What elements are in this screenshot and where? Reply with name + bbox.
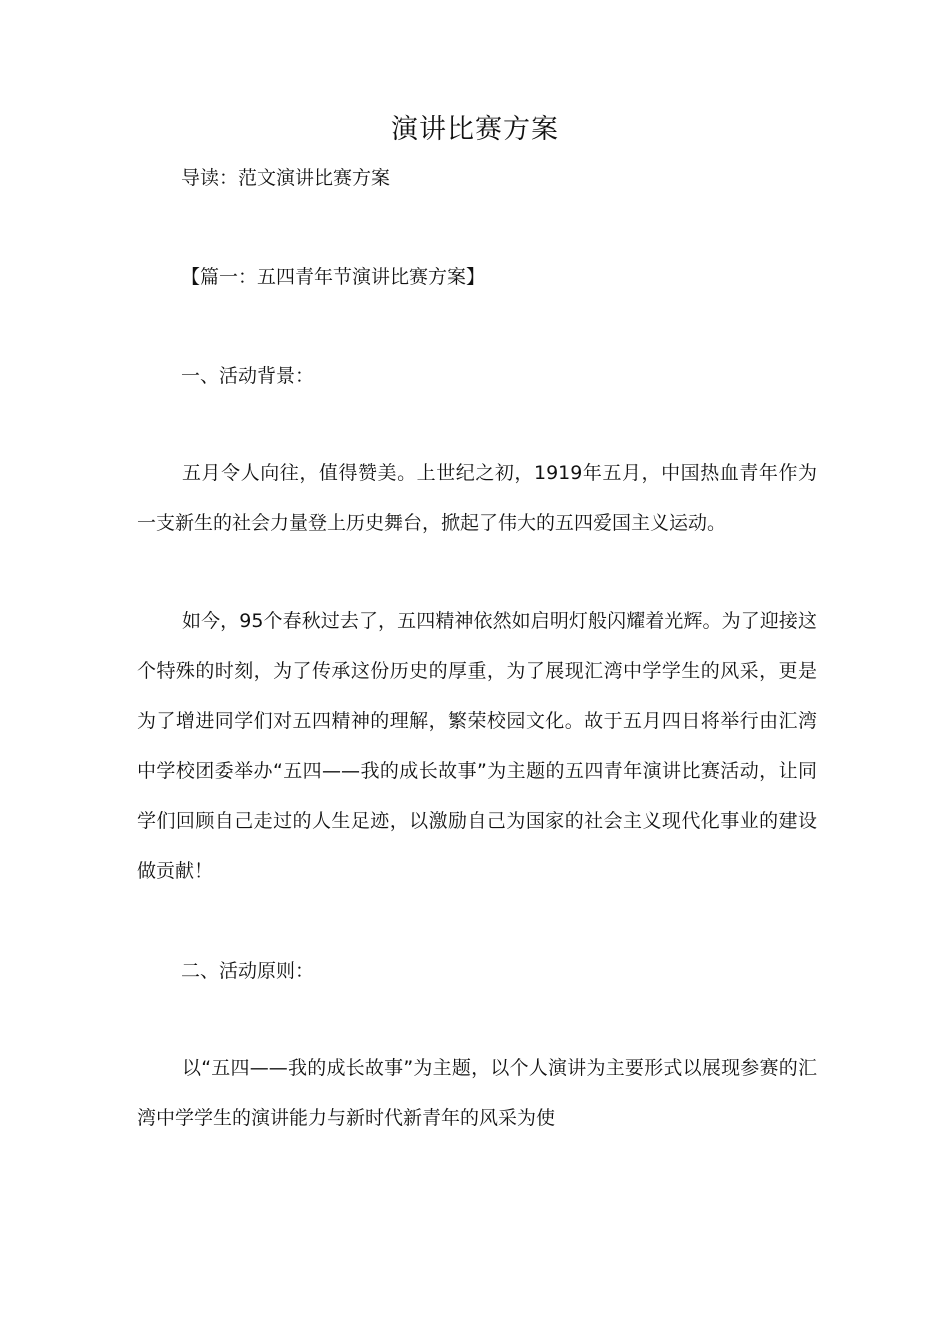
section1-paragraph-1: 五月令人向往，值得赞美。上世纪之初，1919年五月，中国热血青年作为一支新生的社会力量登上历史舞台，掀起了伟大的五四爱国主义运动。	[137, 462, 817, 534]
guide-line: 导读：范文演讲比赛方案	[181, 167, 391, 189]
document-title: 演讲比赛方案	[391, 114, 559, 145]
chapter-heading: 【篇一：五四青年节演讲比赛方案】	[181, 266, 486, 288]
section1-paragraph-2: 如今，95个春秋过去了，五四精神依然如启明灯般闪耀着光辉。为了迎接这个特殊的时刻，为了传承这份历史的厚重，为了展现汇湾中学学生的风采，更是为了增进同学们对五四精神的理解，繁荣校园文化。故于五月四日将举行由汇湾中学校团委举办“五四——我的成长故事”为主题的五四青年演讲比赛活动，让同学们回顾自己走过的人生足迹，以激励自己为国家的社会主义现代化事业的建设做贡献！	[137, 610, 817, 882]
section2-paragraph-1: 以“五四——我的成长故事”为主题，以个人演讲为主要形式以展现参赛的汇湾中学学生的演讲能力与新时代新青年的风采为使	[137, 1057, 817, 1129]
section2-heading: 二、活动原则：	[181, 960, 315, 982]
section1-heading: 一、活动背景：	[181, 365, 315, 387]
